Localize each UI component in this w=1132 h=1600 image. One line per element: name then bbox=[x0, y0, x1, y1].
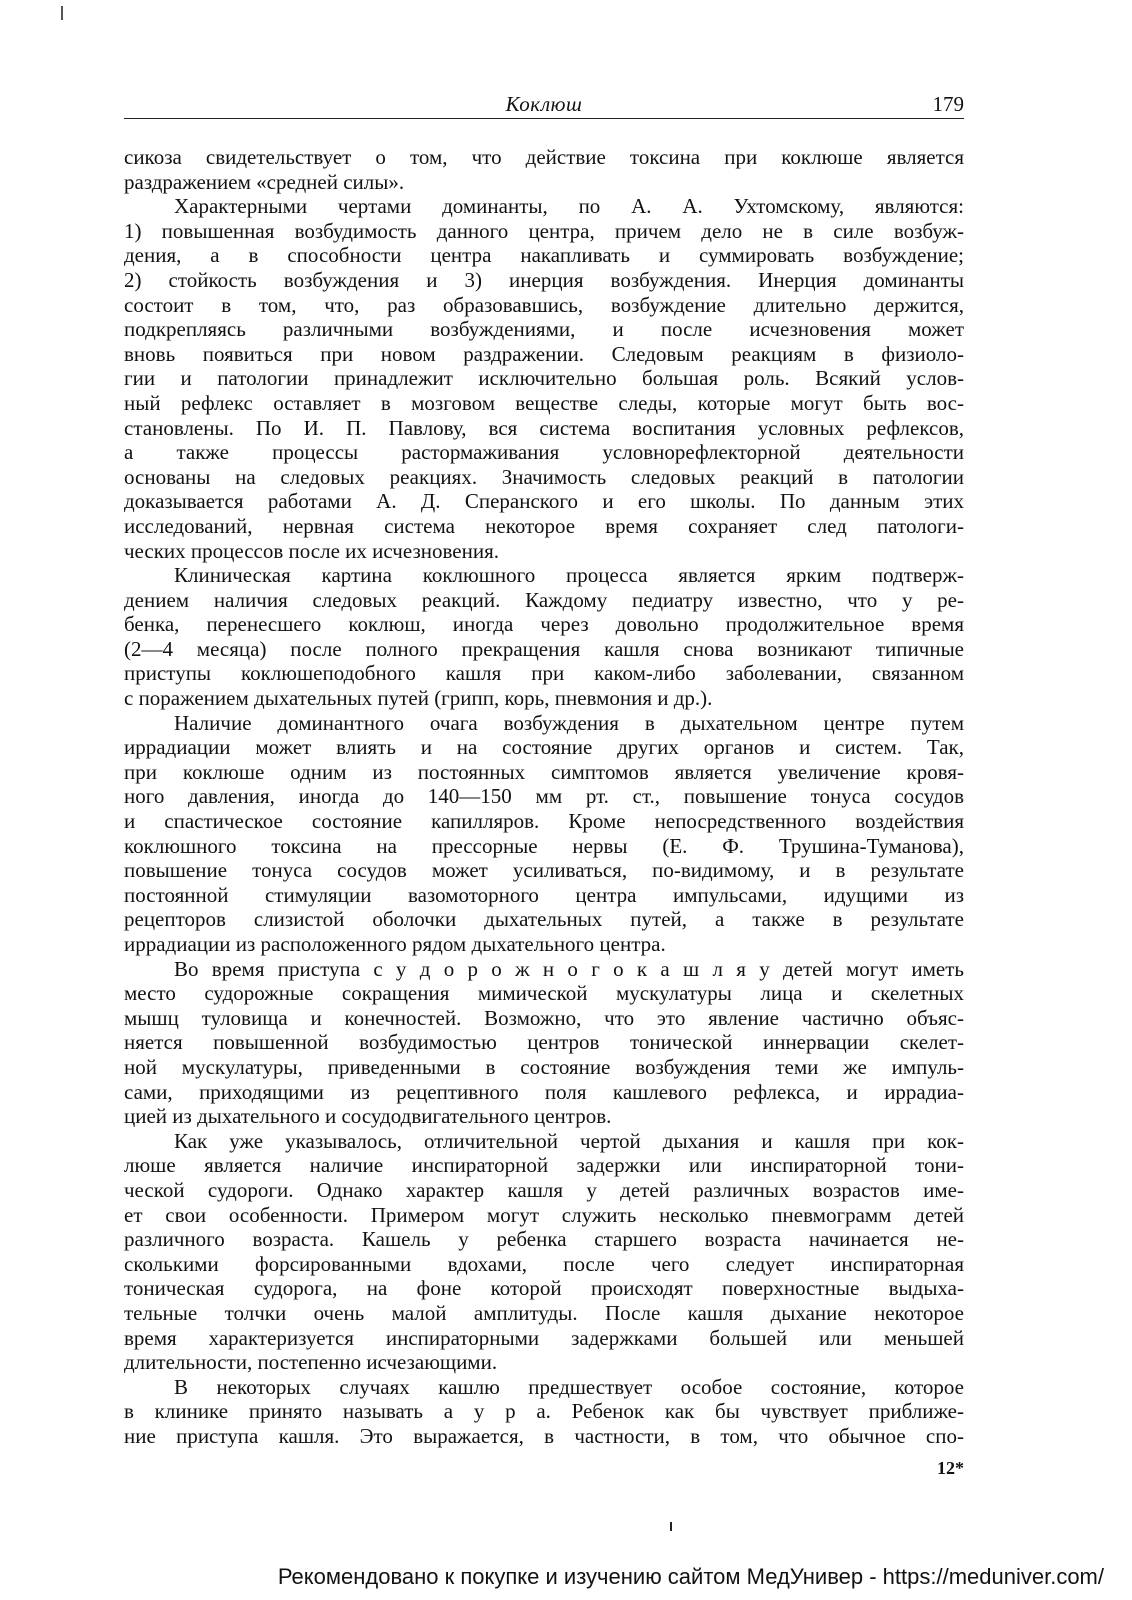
text-line: приступы коклюшеподобного кашля при каком-либо заболевании, связанном bbox=[124, 661, 964, 686]
scan-bottom-mark bbox=[670, 1522, 672, 1531]
text-line: иррадиации из расположенного рядом дыхательного центра. bbox=[124, 932, 666, 956]
text-line: дения, а в способности центра накапливать и суммировать возбуждение; bbox=[124, 243, 964, 268]
text-line: гии и патологии принадлежит исключительно большая роль. Всякий услов- bbox=[124, 366, 964, 391]
text-line: бенка, перенесшего коклюш, иногда через довольно продолжительное время bbox=[124, 612, 964, 637]
text-line: и спастическое состояние капилляров. Кроме непосредственного воздействия bbox=[124, 809, 964, 834]
text-line: Характерными чертами доминанты, по А. А. Ухтомскому, являются: bbox=[174, 194, 964, 219]
text-line: Как уже указывалось, отличительной чертой дыхания и кашля при кок- bbox=[174, 1128, 964, 1153]
text-line: тоническая судорога, на фоне которой происходят поверхностные выдыха- bbox=[124, 1276, 964, 1301]
text-line: при коклюше одним из постоянных симптомов является увеличение кровя- bbox=[124, 759, 964, 784]
text-line: В некоторых случаях кашлю предшествует особое состояние, которое bbox=[174, 1374, 964, 1399]
text-line: сикоза свидетельствует о том, что действие токсина при коклюше является bbox=[124, 145, 964, 169]
text-line: ной мускулатуры, приведенными в состояние возбуждения теми же импуль- bbox=[124, 1054, 964, 1079]
text-line: сколькими форсированными вдохами, после чего следует инспираторная bbox=[124, 1251, 964, 1276]
text-line: с поражением дыхательных путей (грипп, корь, пневмония и др.). bbox=[124, 686, 713, 711]
text-line: ние приступа кашля. Это выражается, в частности, в том, что обычное спо- bbox=[124, 1423, 964, 1448]
text-line: подкрепляясь различными возбуждениями, и после исчезновения может bbox=[124, 317, 964, 342]
text-line: повышение тонуса сосудов может усиливаться, по-видимому, и в результате bbox=[124, 858, 964, 883]
text-line: тельные толчки очень малой амплитуды. После кашля дыхание некоторое bbox=[124, 1300, 964, 1325]
text-line: 2) стойкость возбуждения и 3) инерция возбуждения. Инерция доминанты bbox=[124, 267, 964, 292]
text-line: ный рефлекс оставляет в мозговом веществе следы, которые могут быть вос- bbox=[124, 390, 964, 415]
text-line: няется повышенной возбудимостью центров тонической иннервации скелет- bbox=[124, 1030, 964, 1055]
text-line: Во время приступа с у д о р о ж н о г о к а ш л я у детей могут иметь bbox=[174, 956, 964, 981]
text-line: рецепторов слизистой оболочки дыхательных путей, а также в результате bbox=[124, 907, 964, 932]
text-line: а также процессы растормаживания условнорефлекторной деятельности bbox=[124, 440, 964, 465]
signature-mark: 12* bbox=[937, 1458, 964, 1478]
text-line: ческой судороги. Однако характер кашля у детей различных возрастов име- bbox=[124, 1177, 964, 1202]
text-line: мышц туловища и конечностей. Возможно, что это явление частично объяс- bbox=[124, 1005, 964, 1030]
text-line: исследований, нервная система некоторое время сохраняет след патологи- bbox=[124, 513, 964, 538]
text-line: доказывается работами А. Д. Сперанского и его школы. По данным этих bbox=[124, 489, 964, 514]
text-line: цией из дыхательного и сосудодвигательного центров. bbox=[124, 1104, 612, 1129]
text-line: ческих процессов после их исчезновения. bbox=[124, 538, 499, 563]
text-line: (2—4 месяца) после полного прекращения кашля снова возникают типичные bbox=[124, 636, 964, 661]
text-line: время характеризуется инспираторными задержками большей или меньшей bbox=[124, 1325, 964, 1350]
text-line: место судорожные сокращения мимической мускулатуры лица и скелетных bbox=[124, 981, 964, 1006]
scan-edge-mark bbox=[61, 6, 63, 20]
text-line: раздражением «средней силы». bbox=[124, 169, 405, 194]
text-line: различного возраста. Кашель у ребенка старшего возраста начинается не- bbox=[124, 1227, 964, 1252]
text-line: Наличие доминантного очага возбуждения в дыхательном центре путем bbox=[174, 710, 964, 735]
text-line: люше является наличие инспираторной задержки или инспираторной тони- bbox=[124, 1153, 964, 1178]
text-line: дением наличия следовых реакций. Каждому педиатру известно, что у ре- bbox=[124, 587, 964, 612]
page-header bbox=[124, 92, 964, 119]
text-line: постоянной стимуляции вазомоторного центра импульсами, идущими из bbox=[124, 882, 964, 907]
text-line: ного давления, иногда до 140—150 мм рт. ст., повышение тонуса сосудов bbox=[124, 784, 964, 809]
text-line: становлены. По И. П. Павлову, вся система воспитания условных рефлексов, bbox=[124, 415, 964, 440]
page-number: 179 bbox=[932, 92, 964, 116]
body-text bbox=[124, 145, 964, 1448]
text-line: сами, приходящими из рецептивного поля кашлевого рефлекса, и иррадиа- bbox=[124, 1079, 964, 1104]
text-line: основаны на следовых реакциях. Значимость следовых реакций в патологии bbox=[124, 464, 964, 489]
text-line: ет свои особенности. Примером могут служить несколько пневмограмм детей bbox=[124, 1202, 964, 1227]
text-line: 1) повышенная возбудимость данного центра, причем дело не в силе возбуж- bbox=[124, 218, 964, 243]
text-line: состоит в том, что, раз образовавшись, возбуждение длительно держится, bbox=[124, 292, 964, 317]
text-line: иррадиации может влиять и на состояние других органов и систем. Так, bbox=[124, 735, 964, 760]
footer-banner: Рекомендовано к покупке и изучению сайтом МедУнивер - https://meduniver.com/ bbox=[277, 1564, 1104, 1589]
running-title: Коклюш bbox=[505, 92, 583, 116]
text-line: Клиническая картина коклюшного процесса является ярким подтверж- bbox=[174, 563, 964, 588]
text-line: вновь появиться при новом раздражении. Следовым реакциям в физиоло- bbox=[124, 341, 964, 366]
text-line: коклюшного токсина на прессорные нервы (Е. Ф. Трушина-Туманова), bbox=[124, 833, 964, 858]
text-line: в клинике принято называть а у р а. Ребенок как бы чувствует приближе- bbox=[124, 1399, 964, 1424]
text-line: длительности, постепенно исчезающими. bbox=[124, 1350, 498, 1375]
